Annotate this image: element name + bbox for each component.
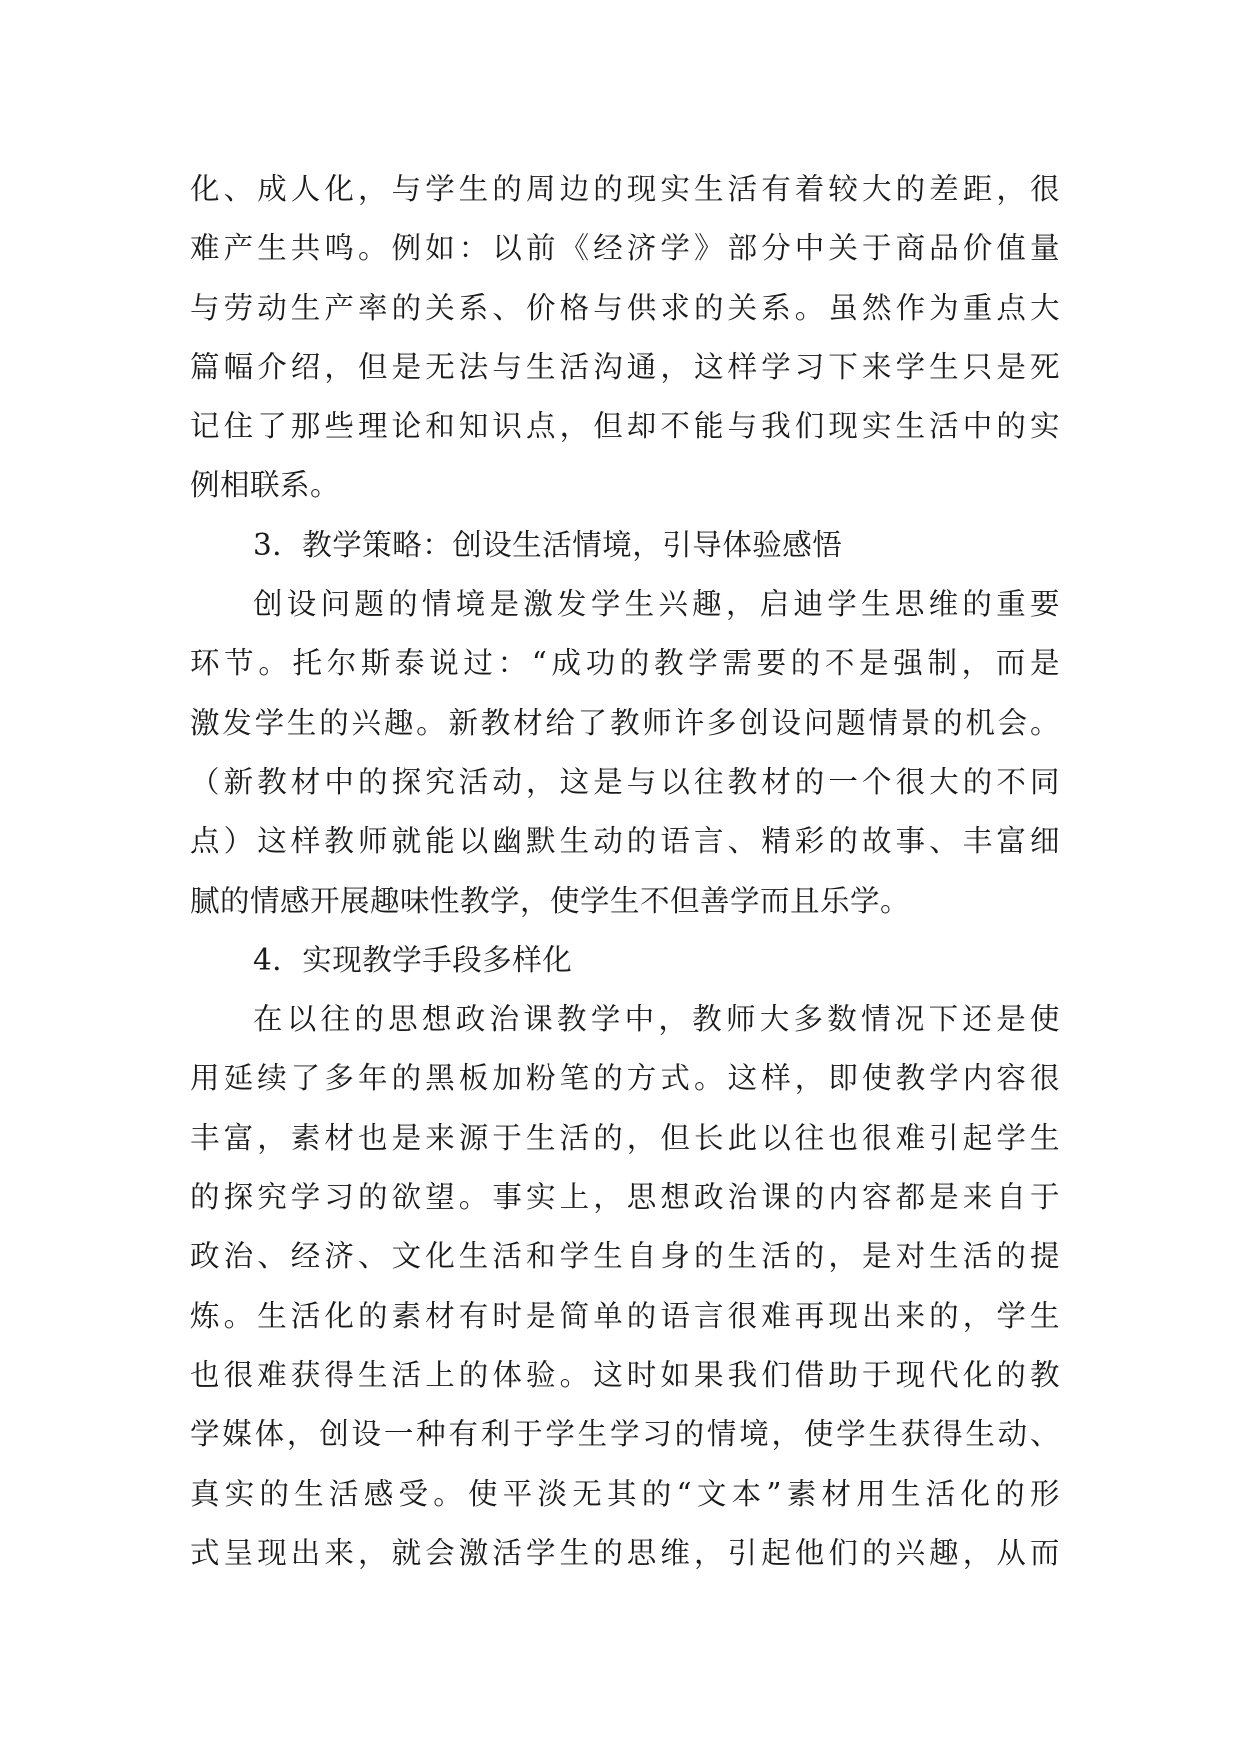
text-line: 难产生共鸣。例如：以前《经济学》部分中关于商品价值量 — [190, 231, 1060, 266]
text-line: 4．实现教学手段多样化 — [253, 942, 573, 977]
text-line: 丰富，素材也是来源于生活的，但长此以往也很难引起学生 — [190, 1120, 1060, 1155]
text-line: 学媒体，创设一种有利于学生学习的情境，使学生获得生动、 — [190, 1417, 1060, 1452]
body-text — [190, 160, 1060, 1583]
text-line: 与劳动生产率的关系、价格与供求的关系。虽然作为重点大 — [190, 290, 1060, 325]
text-line: 在以往的思想政治课教学中，教师大多数情况下还是使 — [253, 1002, 1060, 1037]
text-line: 政治、经济、文化生活和学生自身的生活的，是对生活的提 — [190, 1239, 1060, 1274]
text-line: 也很难获得生活上的体验。这时如果我们借助于现代化的教 — [190, 1357, 1060, 1392]
text-line: 式呈现出来，就会激活学生的思维，引起他们的兴趣，从而 — [190, 1535, 1060, 1570]
text-line: 篇幅介绍，但是无法与生活沟通，这样学习下来学生只是死 — [190, 349, 1060, 384]
text-line: 的探究学习的欲望。事实上，思想政治课的内容都是来自于 — [190, 1180, 1060, 1215]
text-line: 记住了那些理论和知识点，但却不能与我们现实生活中的实 — [190, 409, 1060, 444]
text-line: 点）这样教师就能以幽默生动的语言、精彩的故事、丰富细 — [190, 824, 1060, 859]
text-line: （新教材中的探究活动，这是与以往教材的一个很大的不同 — [190, 764, 1060, 799]
text-line: 用延续了多年的黑板加粉笔的方式。这样，即使教学内容很 — [190, 1061, 1060, 1096]
text-line: 3．教学策略：创设生活情境，引导体验感悟 — [253, 527, 843, 562]
text-line: 腻的情感开展趣味性教学，使学生不但善学而且乐学。 — [190, 883, 911, 918]
text-line: 环节。托尔斯泰说过：“成功的教学需要的不是强制，而是 — [190, 646, 1060, 681]
text-line: 真实的生活感受。使平淡无其的“文本”素材用生活化的形 — [190, 1476, 1060, 1511]
text-line: 创设问题的情境是激发学生兴趣，启迪学生思维的重要 — [253, 587, 1060, 622]
text-line: 例相联系。 — [190, 468, 341, 503]
text-line: 激发学生的兴趣。新教材给了教师许多创设问题情景的机会。 — [190, 705, 1060, 740]
text-line: 化、成人化，与学生的周边的现实生活有着较大的差距，很 — [190, 172, 1060, 206]
text-line: 炼。生活化的素材有时是简单的语言很难再现出来的，学生 — [190, 1298, 1060, 1333]
